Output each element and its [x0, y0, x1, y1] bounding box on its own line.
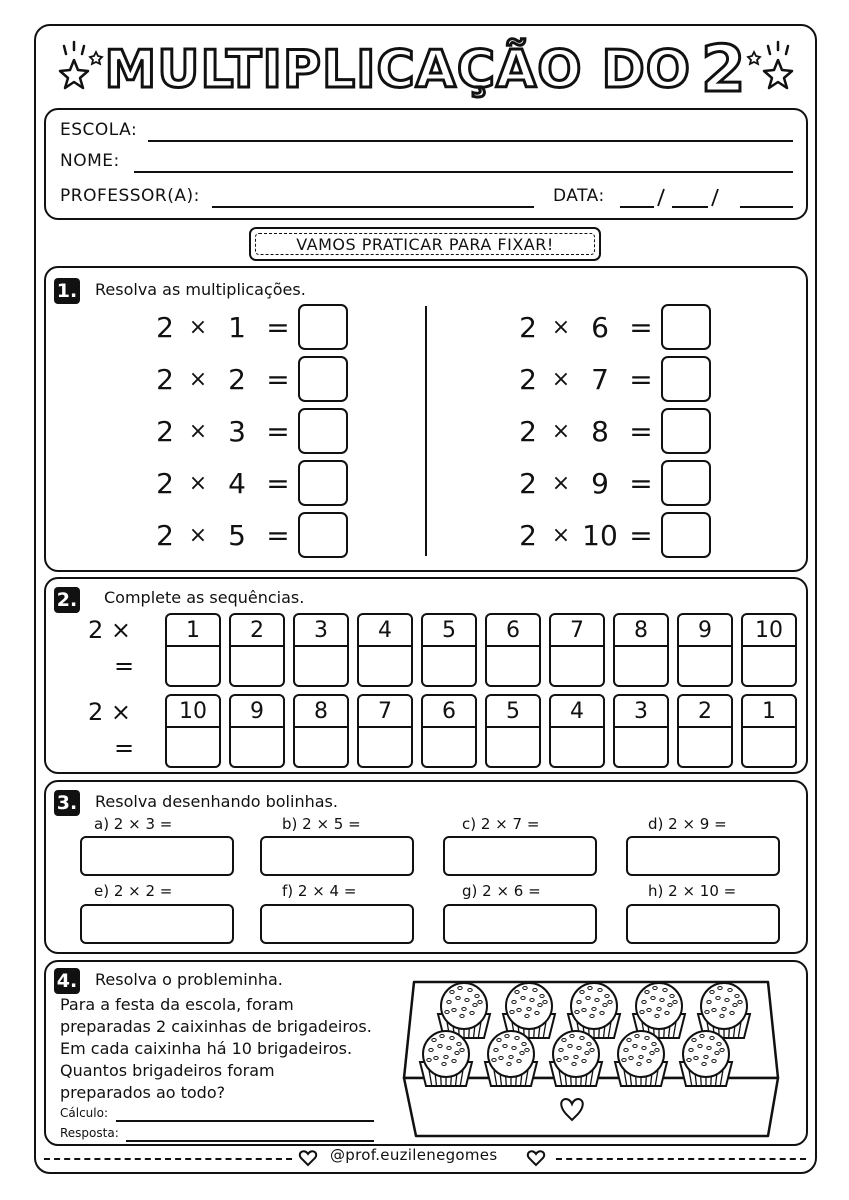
section-4-number: 4. [54, 968, 80, 994]
date-label: DATA: [553, 186, 605, 206]
practice-banner-text: VAMOS PRATICAR PARA FIXAR! [255, 233, 595, 255]
brigadeiro-icon [438, 983, 490, 1038]
multiplication-row: 2 × 10 = [513, 510, 711, 560]
sequence-cell: 5 [485, 694, 541, 768]
title-number: 2 [700, 33, 747, 107]
answer-box[interactable] [661, 460, 711, 506]
problem-text: Para a festa da escola, foram preparadas 2 caixinhas de brigadeiros. Em cada caixinha há 10 brigadeiros. Quantos brigadeiros foram preparados ao todo? [60, 995, 372, 1102]
sequence-cell: 10 [741, 613, 797, 687]
brigadeiro-icon [550, 1031, 602, 1086]
exercise-label: d) 2 × 9 = [648, 815, 727, 833]
sequence-answer-box[interactable] [677, 726, 733, 768]
answer-box[interactable] [298, 460, 348, 506]
exercise-label: g) 2 × 6 = [462, 882, 541, 900]
section-1-number: 1. [54, 278, 80, 304]
sequence-cell: 3 [613, 694, 669, 768]
brigadeiro-icon [633, 983, 685, 1038]
footer-dashed-line-right [556, 1158, 806, 1160]
school-field[interactable] [148, 140, 793, 142]
exercise-label: f) 2 × 4 = [282, 882, 357, 900]
brigadeiro-icon [420, 1031, 472, 1086]
sequence-cell: 1 [741, 694, 797, 768]
author-handle: @prof.euzilenegomes [330, 1146, 498, 1164]
column-divider [425, 306, 427, 556]
heart-icon [298, 1148, 318, 1168]
drawing-box[interactable] [80, 904, 234, 944]
answer-box[interactable] [298, 408, 348, 454]
name-field[interactable] [134, 171, 793, 173]
sequence-answer-box[interactable] [421, 645, 477, 687]
drawing-box[interactable] [443, 836, 597, 876]
title-row [34, 30, 817, 110]
sequence-answer-box[interactable] [549, 726, 605, 768]
section-2-title: Complete as sequências. [104, 588, 305, 607]
date-field[interactable] [620, 186, 795, 210]
drawing-box[interactable] [626, 836, 780, 876]
name-label: NOME: [60, 151, 120, 171]
sequence-cell: 4 [357, 613, 413, 687]
footer-dashed-line-left [44, 1158, 292, 1160]
page-title: MULTIPLICAÇÃO DO [104, 40, 691, 100]
star-decoration-icon [740, 38, 800, 98]
multiplication-row: 2 × 1 = [150, 302, 348, 352]
sequence-cell: 4 [549, 694, 605, 768]
sequence-answer-box[interactable] [741, 645, 797, 687]
sequence-answer-box[interactable] [677, 645, 733, 687]
sequence-answer-box[interactable] [165, 645, 221, 687]
sequence-answer-box[interactable] [485, 645, 541, 687]
multiplication-column-left [150, 302, 348, 560]
answer-box[interactable] [661, 304, 711, 350]
teacher-field[interactable] [212, 206, 534, 208]
sequence-answer-box[interactable] [293, 645, 349, 687]
sequence-label: 2 × [88, 698, 132, 726]
answer-box[interactable] [298, 304, 348, 350]
answer-label: Resposta: [60, 1126, 119, 1140]
teacher-label: PROFESSOR(A): [60, 186, 200, 206]
calculation-field[interactable] [116, 1120, 374, 1122]
sequence-answer-box[interactable] [741, 726, 797, 768]
section-2-number: 2. [54, 587, 80, 613]
sequence-row-descending [165, 694, 797, 768]
sequence-cell: 2 [229, 613, 285, 687]
sequence-answer-box[interactable] [613, 726, 669, 768]
sequence-cell: 6 [485, 613, 541, 687]
brigadeiro-icon [680, 1031, 732, 1086]
answer-box[interactable] [661, 512, 711, 558]
sequence-cell: 2 [677, 694, 733, 768]
section-3-number: 3. [54, 790, 80, 816]
answer-field[interactable] [126, 1140, 374, 1142]
exercise-label: e) 2 × 2 = [94, 882, 173, 900]
sequence-cell: 5 [421, 613, 477, 687]
sequence-answer-box[interactable] [549, 645, 605, 687]
sequence-equals: = [114, 652, 135, 680]
sequence-cell: 7 [357, 694, 413, 768]
multiplication-row: 2 × 4 = [150, 458, 348, 508]
brigadeiro-icon [503, 983, 555, 1038]
exercise-label: a) 2 × 3 = [94, 815, 173, 833]
sequence-row-ascending [165, 613, 797, 687]
multiplication-column-right [513, 302, 711, 560]
multiplication-row: 2 × 2 = [150, 354, 348, 404]
multiplication-row: 2 × 3 = [150, 406, 348, 456]
exercise-label: c) 2 × 7 = [462, 815, 540, 833]
sequence-answer-box[interactable] [229, 726, 285, 768]
sequence-answer-box[interactable] [357, 645, 413, 687]
brigadeiro-icon [568, 983, 620, 1038]
brigadeiro-icon [698, 983, 750, 1038]
section-4-title: Resolva o probleminha. [95, 970, 283, 989]
multiplication-row: 2 × 7 = [513, 354, 711, 404]
heart-icon [526, 1148, 546, 1168]
drawing-box[interactable] [260, 836, 414, 876]
practice-banner [249, 227, 601, 261]
sequence-answer-box[interactable] [229, 645, 285, 687]
multiplication-row: 2 × 6 = [513, 302, 711, 352]
brigadeiro-box-illustration [396, 974, 780, 1140]
sequence-cell: 10 [165, 694, 221, 768]
brigadeiro-icon [615, 1031, 667, 1086]
sequence-cell: 3 [293, 613, 349, 687]
section-3-title: Resolva desenhando bolinhas. [95, 792, 338, 811]
multiplication-row: 2 × 9 = [513, 458, 711, 508]
answer-box[interactable] [661, 408, 711, 454]
sequence-cell: 8 [613, 613, 669, 687]
sequence-cell: 1 [165, 613, 221, 687]
sequence-answer-box[interactable] [485, 726, 541, 768]
drawing-box[interactable] [443, 904, 597, 944]
sequence-answer-box[interactable] [421, 726, 477, 768]
sequence-equals: = [114, 734, 135, 762]
answer-box[interactable] [298, 512, 348, 558]
sequence-answer-box[interactable] [357, 726, 413, 768]
exercise-label: h) 2 × 10 = [648, 882, 737, 900]
sequence-cell: 9 [677, 613, 733, 687]
answer-box[interactable] [661, 356, 711, 402]
drawing-box[interactable] [260, 904, 414, 944]
multiplication-row: 2 × 8 = [513, 406, 711, 456]
brigadeiro-icon [485, 1031, 537, 1086]
sequence-answer-box[interactable] [165, 726, 221, 768]
drawing-box[interactable] [626, 904, 780, 944]
school-label: ESCOLA: [60, 120, 138, 140]
sequence-answer-box[interactable] [293, 726, 349, 768]
calculation-label: Cálculo: [60, 1106, 108, 1120]
sequence-cell: 8 [293, 694, 349, 768]
exercise-label: b) 2 × 5 = [282, 815, 361, 833]
sequence-cell: 6 [421, 694, 477, 768]
sequence-cell: 9 [229, 694, 285, 768]
section-1-title: Resolva as multiplicações. [95, 280, 306, 299]
sequence-label: 2 × [88, 616, 132, 644]
sequence-cell: 7 [549, 613, 605, 687]
multiplication-row: 2 × 5 = [150, 510, 348, 560]
answer-box[interactable] [298, 356, 348, 402]
drawing-box[interactable] [80, 836, 234, 876]
sequence-answer-box[interactable] [613, 645, 669, 687]
